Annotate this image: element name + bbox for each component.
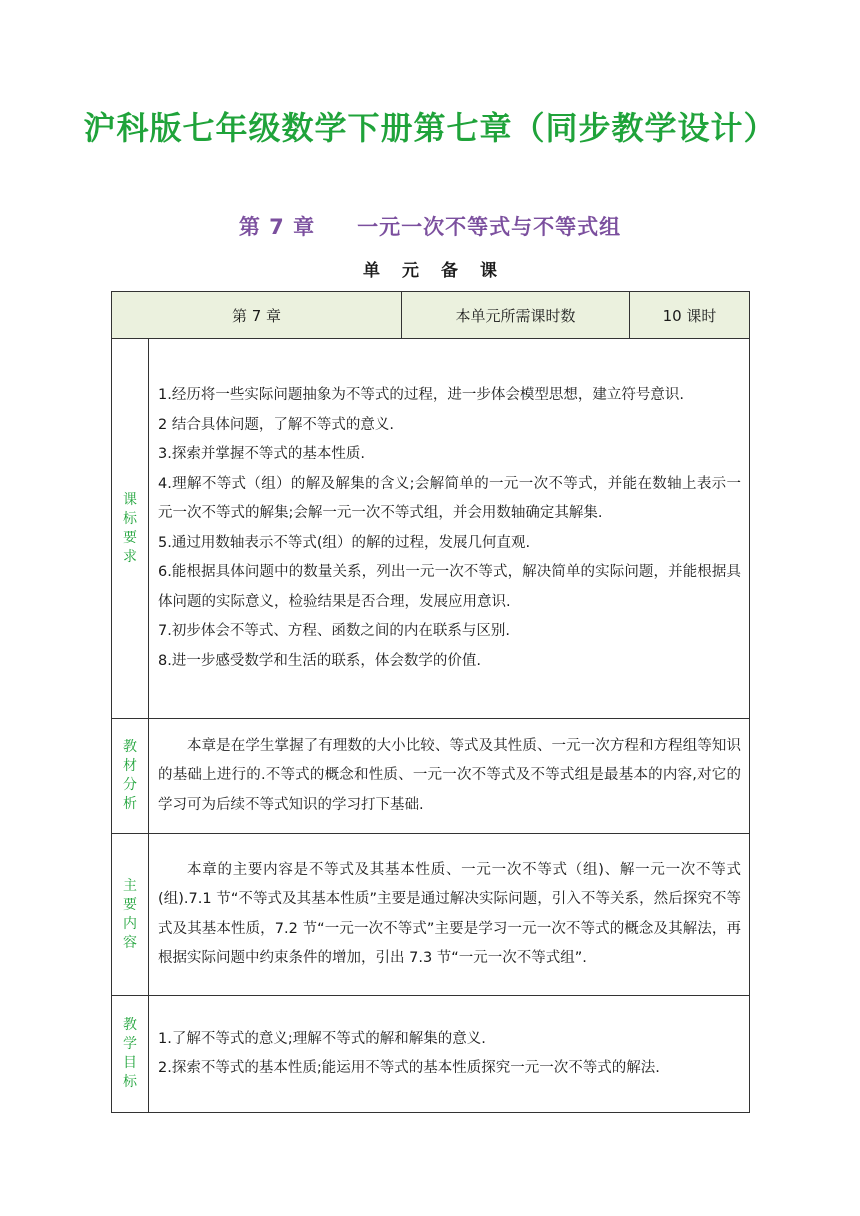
textbook-content: 本章是在学生掌握了有理数的大小比较、等式及其性质、一元一次方程和方程组等知识的基础上进行的.不等式的概念和性质、一元一次不等式及不等式组是最基本的内容,对它的学习可为后续不等式知识的学习打下基础. xyxy=(149,719,750,834)
list-item: 6.能根据具体问题中的数量关系，列出一元一次不等式，解决简单的实际问题，并能根据具体问题的实际意义，检验结果是否合理，发展应用意识. xyxy=(158,564,741,610)
document-title: 沪科版七年级数学下册第七章（同步教学设计） xyxy=(83,109,777,147)
unit-plan-table xyxy=(111,291,750,1113)
unit-heading: 单元备课 xyxy=(363,261,519,281)
chapter-number: 第 7 章 xyxy=(238,215,316,239)
list-item: 5.通过用数轴表示不等式(组）的解的过程，发展几何直观. xyxy=(158,534,531,551)
list-item: 7.初步体会不等式、方程、函数之间的内在联系与区别. xyxy=(158,623,510,639)
list-item: 8.进一步感受数学和生活的联系，体会数学的价值. xyxy=(158,652,481,669)
main-content-text: 本章的主要内容是不等式及其基本性质、一元一次不等式（组)、解一元一次不等式(组).7.1 节“不等式及其基本性质”主要是通过解决实际问题，引入不等关系，然后探究不等式及其基本性质，7.2 节“一元一次不等式”主要是学习一元一次不等式的概念及其解法，再根据实际问题中约束条件的增加，引出 7.3 节“一元一次不等式组”. xyxy=(149,834,750,996)
objectives-content xyxy=(149,996,750,1113)
header-chapter: 第 7 章 xyxy=(112,292,402,339)
chapter-heading xyxy=(0,211,860,241)
curriculum-label: 课标要求 xyxy=(112,339,149,719)
list-item: 3.探索并掌握不等式的基本性质. xyxy=(158,446,365,462)
list-item: 2 结合具体问题，了解不等式的意义. xyxy=(158,416,394,433)
list-item: 1.经历将一些实际问题抽象为不等式的过程，进一步体会模型思想，建立符号意识. xyxy=(158,387,684,403)
objectives-row xyxy=(112,996,750,1113)
main-content-label: 主要内容 xyxy=(112,834,149,996)
textbook-label: 教材分析 xyxy=(112,719,149,834)
curriculum-row xyxy=(112,339,750,719)
header-hours-value: 10 课时 xyxy=(630,292,750,339)
table-header-row xyxy=(112,292,750,339)
list-item: 1.了解不等式的意义;理解不等式的解和解集的意义. xyxy=(158,1030,486,1047)
header-hours-label: 本单元所需课时数 xyxy=(402,292,630,339)
textbook-row xyxy=(112,719,750,834)
objectives-label: 教学目标 xyxy=(112,996,149,1113)
curriculum-content xyxy=(149,339,750,719)
list-item: 4.理解不等式（组）的解及解集的含义;会解简单的一元一次不等式，并能在数轴上表示一元一次不等式的解集;会解一元一次不等式组，并会用数轴确定其解集. xyxy=(158,475,741,521)
main-content-row xyxy=(112,834,750,996)
chapter-name: 一元一次不等式与不等式组 xyxy=(357,215,622,239)
list-item: 2.探索不等式的基本性质;能运用不等式的基本性质探究一元一次不等式的解法. xyxy=(158,1060,660,1076)
